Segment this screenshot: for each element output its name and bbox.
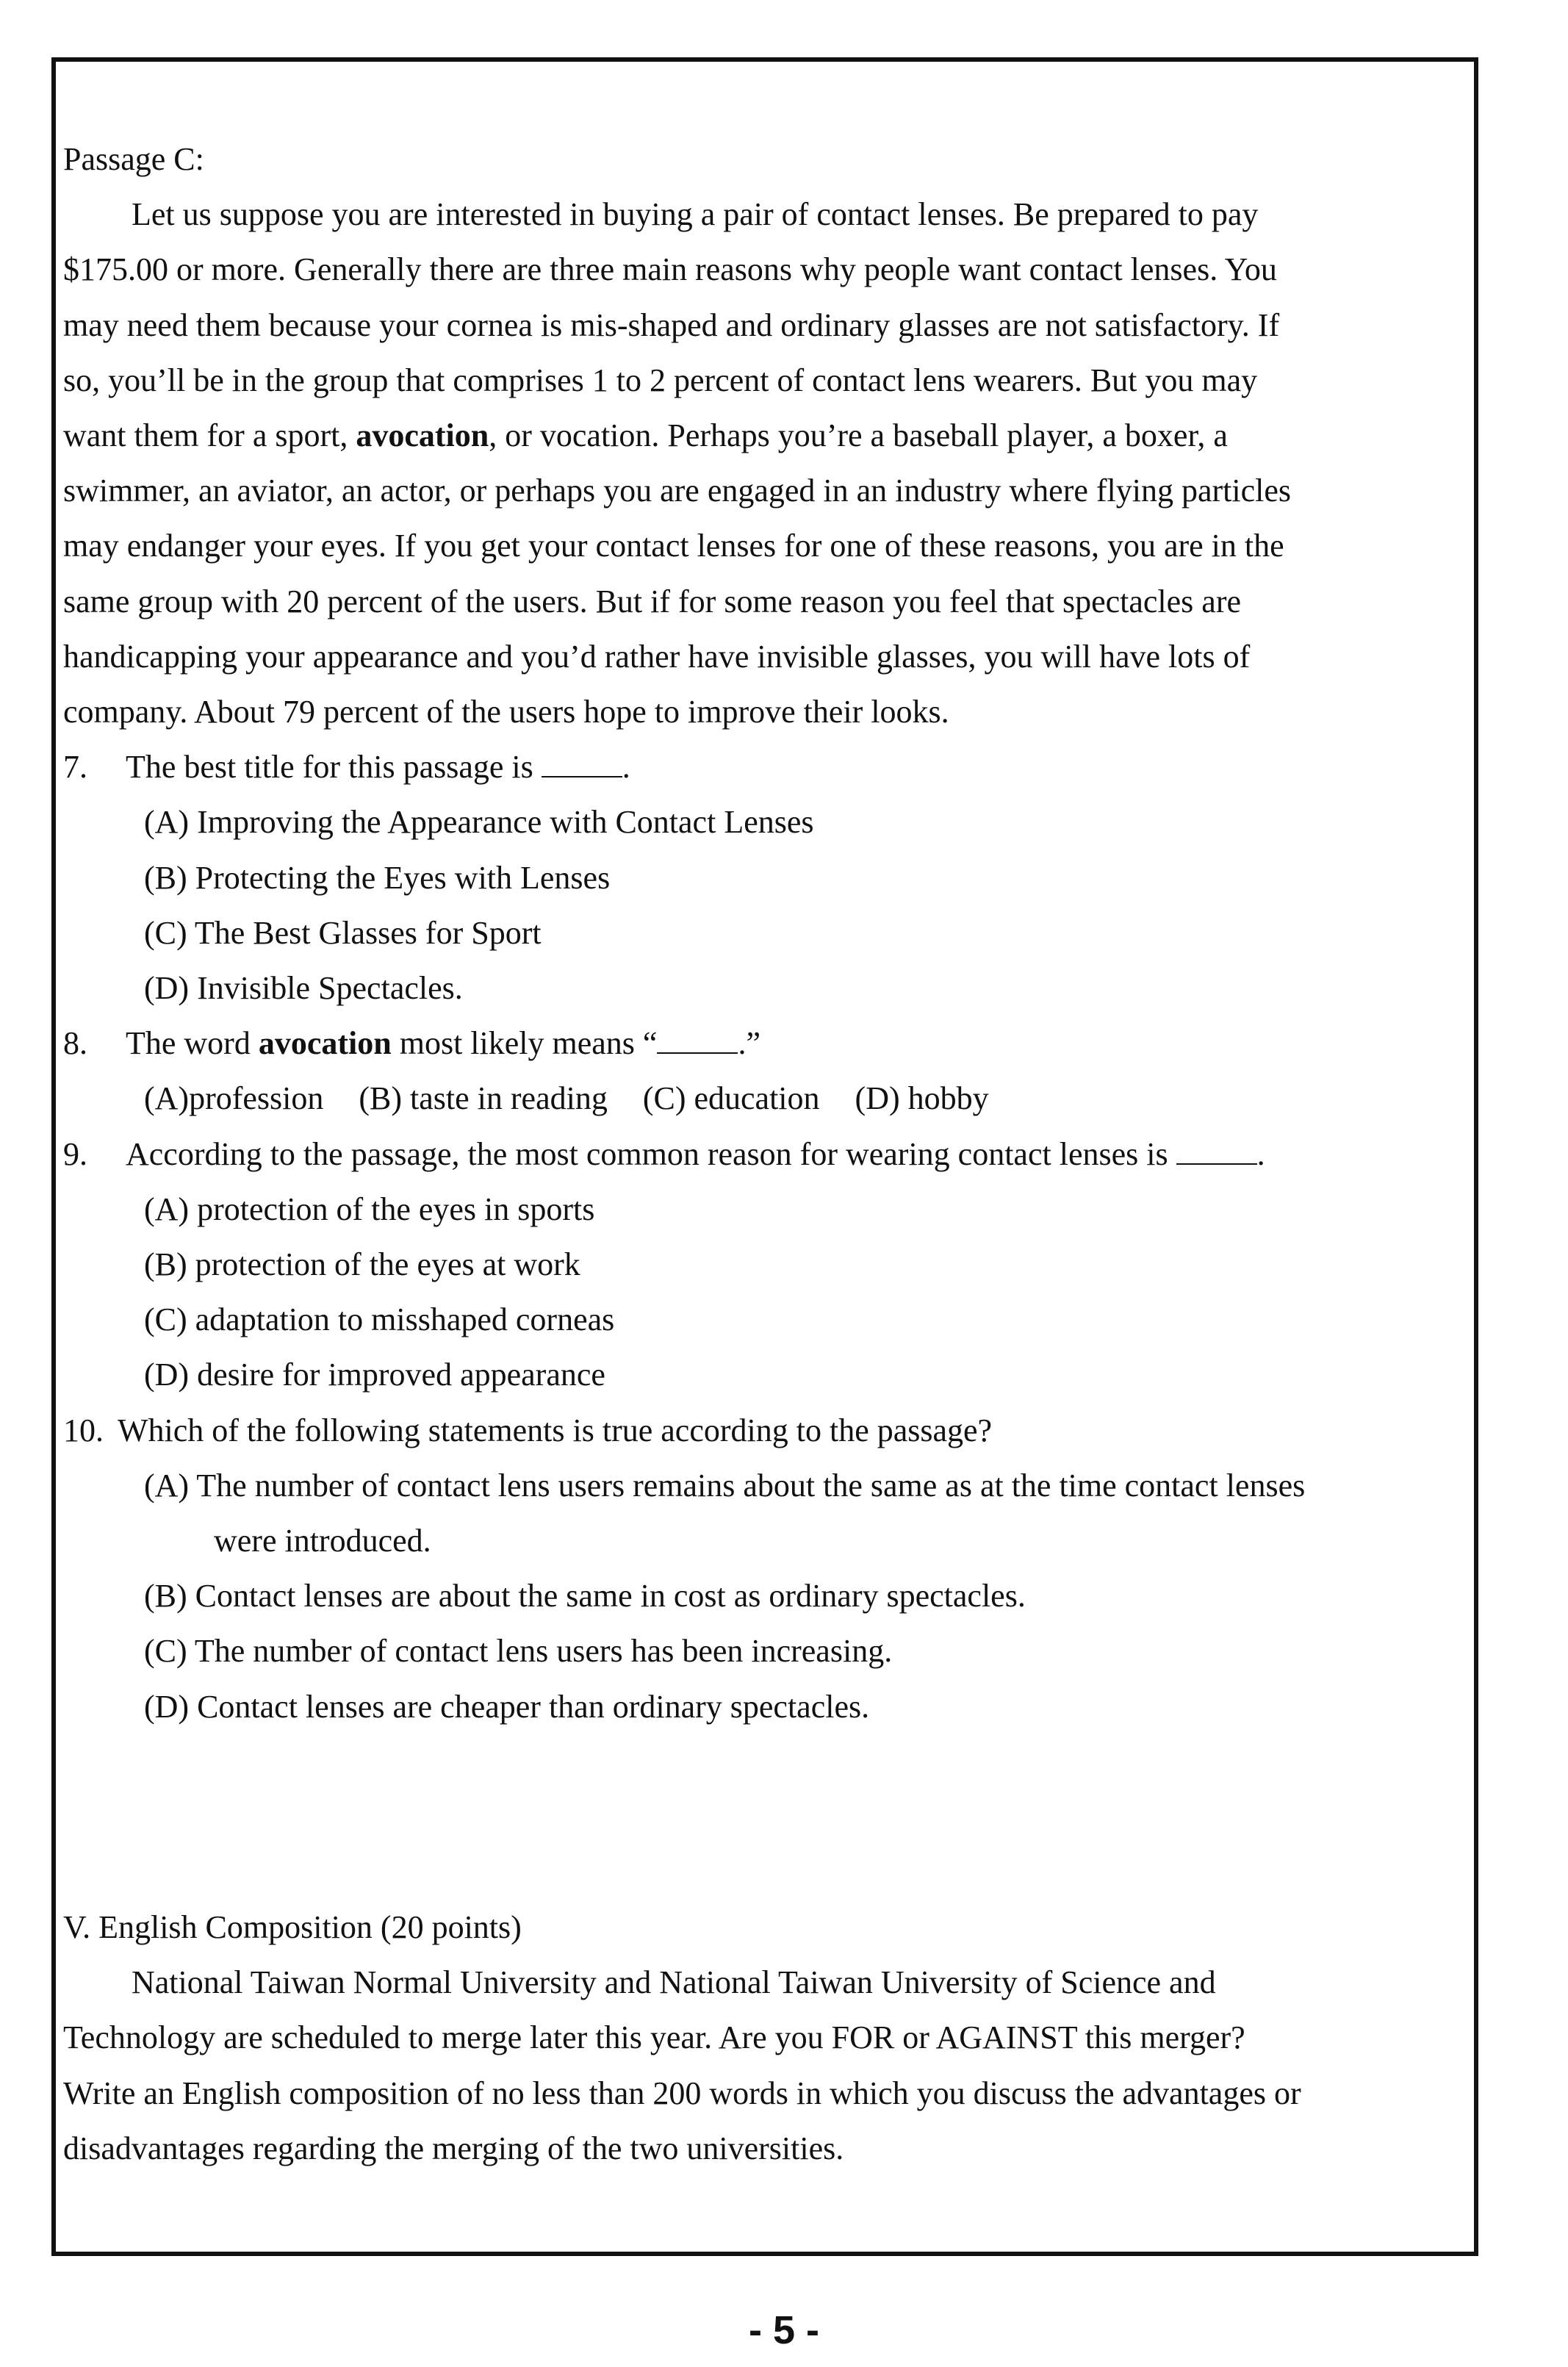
question-7-option-d: (D) Invisible Spectacles. <box>144 970 463 1007</box>
question-number: 9. <box>63 1135 87 1172</box>
passage-line: swimmer, an aviator, an actor, or perhaps you are engaged in an industry where flying particles <box>63 473 1292 509</box>
section-spacer <box>63 1734 1470 1900</box>
page-content <box>63 132 1470 2176</box>
question-text: most likely means “ <box>391 1025 658 1062</box>
question-8-stem <box>63 1016 1470 1071</box>
question-8-option-a: (A)profession <box>144 1080 324 1117</box>
question-text: The best title for this passage is <box>126 749 533 786</box>
question-text: The word <box>126 1025 259 1062</box>
question-10-option-b: (B) Contact lenses are about the same in cost as ordinary spectacles. <box>144 1578 1026 1614</box>
question-7-option-a: (A) Improving the Appearance with Contact Lenses <box>144 804 814 841</box>
passage-line: handicapping your appearance and you’d rather have invisible glasses, you will have lots of <box>63 638 1251 675</box>
question-text: According to the passage, the most common reason for wearing contact lenses is <box>126 1135 1168 1172</box>
passage-text: want them for a sport, <box>63 417 356 454</box>
question-7-stem <box>63 739 1470 794</box>
keyword-avocation: avocation <box>356 417 489 454</box>
question-10-stem <box>63 1403 1470 1458</box>
question-9-stem <box>63 1127 1470 1182</box>
question-10-option-c: (C) The number of contact lens users has been increasing. <box>144 1633 893 1670</box>
question-7-option-c: (C) The Best Glasses for Sport <box>144 914 542 951</box>
question-9-option-a: (A) protection of the eyes in sports <box>144 1190 595 1227</box>
question-end: . <box>1256 1135 1265 1172</box>
composition-heading: V. English Composition (20 points) <box>63 1908 522 1945</box>
passage-line: Let us suppose you are interested in buying a pair of contact lenses. Be prepared to pay <box>132 196 1259 233</box>
question-end: . <box>622 749 630 786</box>
composition-line: National Taiwan Normal University and National Taiwan University of Science and <box>132 1964 1216 2001</box>
passage-line: company. About 79 percent of the users hope to improve their looks. <box>63 694 949 730</box>
passage-line <box>63 408 1470 463</box>
question-8-option-b: (B) taste in reading <box>359 1080 608 1117</box>
question-10-option-a: (A) The number of contact lens users remains about the same as at the time contact lenses <box>144 1467 1306 1504</box>
composition-line: Technology are scheduled to merge later this year. Are you FOR or AGAINST this merger? <box>63 2019 1245 2056</box>
question-8-option-c: (C) education <box>642 1080 820 1117</box>
page-border <box>51 57 1478 2256</box>
question-8-option-d: (D) hobby <box>855 1080 989 1117</box>
passage-line: may need them because your cornea is mis-shaped and ordinary glasses are not satisfactory. If <box>63 306 1280 343</box>
question-text: Which of the following statements is true according to the passage? <box>118 1412 993 1448</box>
answer-blank <box>1176 1137 1257 1165</box>
question-9-option-c: (C) adaptation to misshaped corneas <box>144 1301 615 1338</box>
composition-line: disadvantages regarding the merging of the two universities. <box>63 2130 844 2166</box>
passage-line: same group with 20 percent of the users. But if for some reason you feel that spectacles are <box>63 583 1242 619</box>
question-10-option-d: (D) Contact lenses are cheaper than ordinary spectacles. <box>144 1688 870 1725</box>
passage-text: , or vocation. Perhaps you’re a baseball player, a boxer, a <box>489 417 1228 454</box>
question-9-option-d: (D) desire for improved appearance <box>144 1357 605 1393</box>
answer-blank <box>542 750 622 777</box>
question-number: 7. <box>63 749 87 786</box>
question-9-option-b: (B) protection of the eyes at work <box>144 1246 580 1283</box>
question-number: 8. <box>63 1025 87 1062</box>
composition-line: Write an English composition of no less than 200 words in which you discuss the advantages or <box>63 2075 1301 2111</box>
question-10-option-a-continued: were introduced. <box>214 1523 431 1559</box>
passage-line: $175.00 or more. Generally there are three main reasons why people want contact lenses. You <box>63 251 1277 288</box>
passage-line: so, you’ll be in the group that comprises 1 to 2 percent of contact lens wearers. But you may <box>63 362 1258 398</box>
question-number: 10. <box>63 1412 104 1448</box>
question-7-option-b: (B) Protecting the Eyes with Lenses <box>144 859 611 896</box>
question-end: .” <box>738 1025 760 1062</box>
page-number: - 5 - <box>748 2308 819 2352</box>
answer-blank <box>657 1026 738 1054</box>
question-8-options <box>63 1071 1470 1126</box>
passage-line: may endanger your eyes. If you get your contact lenses for one of these reasons, you are in the <box>63 528 1284 564</box>
keyword-avocation: avocation <box>258 1025 392 1062</box>
passage-title: Passage C: <box>63 141 204 177</box>
